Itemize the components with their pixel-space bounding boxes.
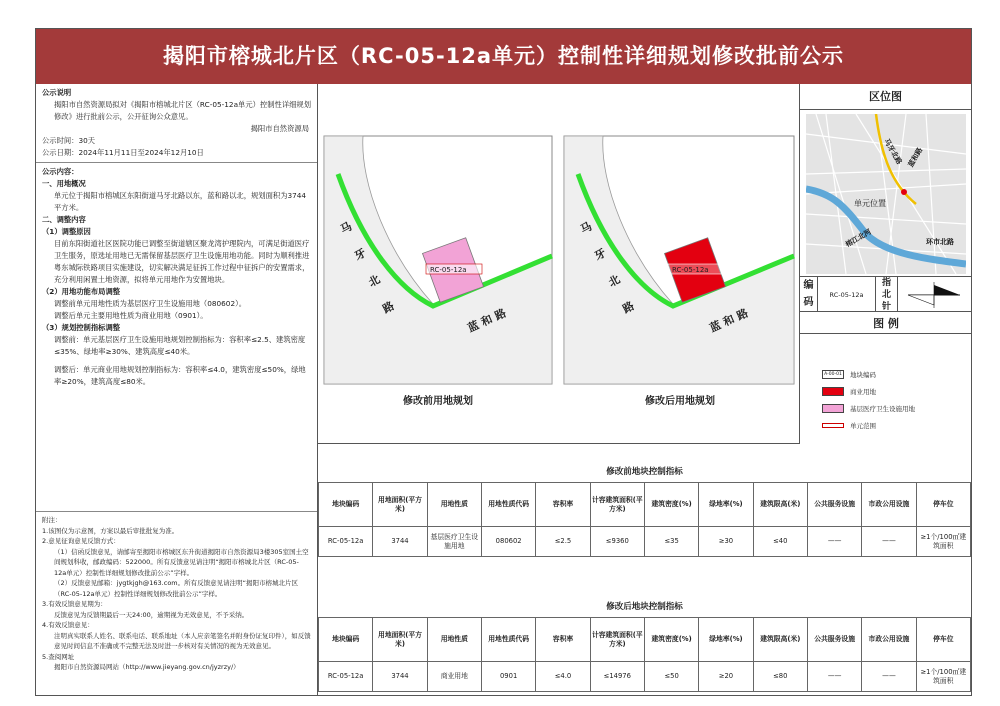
- section-2-2: （2）用地功能布局调整: [42, 287, 121, 296]
- col-header: 公共服务设施: [807, 483, 861, 527]
- table-cell: ≤4.0: [536, 662, 590, 692]
- col-header: 停车位: [916, 483, 970, 527]
- col-header: 用地面积(平方米): [373, 618, 427, 662]
- note-3-a: 反馈意见为反馈期最后一天24:00，逾期视为无效意见，不予采纳。: [54, 610, 249, 619]
- table-cell: ≥1个/100㎡建筑面积: [916, 662, 970, 692]
- col-header: 地块编码: [319, 618, 373, 662]
- before-table-title: 修改前地块控制指标: [606, 467, 683, 477]
- table-cell: ≤40: [753, 527, 807, 557]
- legend-swatch: [822, 404, 844, 413]
- table-cell: ≤50: [644, 662, 698, 692]
- col-header: 计容建筑面积(平方米): [590, 483, 644, 527]
- location-map-svg: [806, 114, 966, 274]
- table-header-row: [319, 618, 971, 662]
- table-header-row: [319, 483, 971, 527]
- before-map: [324, 136, 552, 407]
- table-cell: 080602: [481, 527, 535, 557]
- table-cell: 3744: [373, 662, 427, 692]
- note-4: 4.有效反馈意见：: [42, 621, 94, 629]
- location-heading: 区位图: [800, 84, 971, 110]
- legend-code-sample: A-00-01: [822, 370, 844, 379]
- control-index-tables: [318, 444, 971, 695]
- loc-label: 单元位置: [854, 199, 886, 208]
- section-2-1-body: 目前东阳街道社区医院功能已调整至街道辖区聚龙湾护理院内，可满足街道医疗卫生服务，原选址用地已无需保留基层医疗卫生设施用地功能。同时为顺利推进粤东城际铁路项目实施建设，切实解决满足征拆工作过程中征拆户的安置需求，充分利用闲置土地资源，拟将单元用地作为安置地块。: [54, 239, 310, 284]
- table-cell: 0901: [481, 662, 535, 692]
- col-header: 绿地率(%): [699, 618, 753, 662]
- after-road-south: 蓝 和 路: [707, 306, 751, 335]
- after-parcel-code: RC-05-12a: [672, 266, 709, 274]
- table-cell: ——: [862, 662, 916, 692]
- table-row: [319, 527, 971, 557]
- table-cell: ≤9360: [590, 527, 644, 557]
- col-header: 计容建筑面积(平方米): [590, 618, 644, 662]
- table-cell: ≤80: [753, 662, 807, 692]
- unit-location-marker: [901, 189, 907, 195]
- table-cell: 基层医疗卫生设施用地: [427, 527, 481, 557]
- col-header: 用地面积(平方米): [373, 483, 427, 527]
- note-2-a: （1）信函反馈意见，请邮寄至揭阳市榕城区东升街道揭阳市自然资源局3楼305室国土空间规划科收，邮政编码：522000。所有反馈意见请注明“揭阳市榕城北片区（RC-05-12a单元）控制性详细规划修改批前公示”字样。: [54, 547, 309, 577]
- legend-label: 基层医疗卫生设施用地: [850, 405, 915, 413]
- section-2-2-b: 调整后单元主要用地性质为商业用地（0901）。: [54, 311, 208, 320]
- col-header: 公共服务设施: [807, 618, 861, 662]
- code-value: RC-05-12a: [818, 277, 876, 311]
- location-map: [806, 114, 966, 274]
- after-road-west: 马牙北路: [578, 219, 637, 316]
- note-5-a: 揭阳市自然资源局网站（http://www.jieyang.gov.cn/jyzrzy/）: [54, 663, 240, 671]
- col-header: 用地性质代码: [481, 618, 535, 662]
- col-header: 地块编码: [319, 483, 373, 527]
- col-header: 容积率: [536, 483, 590, 527]
- table-cell: RC-05-12a: [319, 662, 373, 692]
- loc-river: 榕江北河: [844, 227, 873, 249]
- table-cell: 商业用地: [427, 662, 481, 692]
- table-cell: ≥30: [699, 527, 753, 557]
- col-header: 绿地率(%): [699, 483, 753, 527]
- note-3: 3.有效反馈意见期为：: [42, 600, 107, 608]
- before-parcel-code: RC-05-12a: [430, 266, 467, 274]
- legend-label: 地块编码: [850, 371, 876, 379]
- table-cell: RC-05-12a: [319, 527, 373, 557]
- note-2-b: （2）反馈意见邮箱：jygtkjgh@163.com。所有反馈意见请注明“揭阳市榕城北片区（RC-05-12a单元）控制性详细规划修改批前公示”字样。: [54, 579, 299, 598]
- section-1-body: 单元位于揭阳市榕城区东阳街道马牙北路以东，蓝和路以北，规划面积为3744平方米。: [54, 191, 307, 212]
- table-cell: ——: [807, 527, 861, 557]
- land-use-maps-svg: [318, 84, 799, 444]
- legend-heading: 图 例: [800, 314, 972, 334]
- before-road-south: 蓝 和 路: [465, 306, 509, 335]
- table-row: [319, 662, 971, 692]
- note-2: 2.意见征询意见反馈方式：: [42, 537, 120, 545]
- section-2-1: （1）调整原因: [42, 227, 91, 236]
- before-table: [318, 482, 971, 557]
- legend-list: [822, 366, 962, 434]
- table-cell: ≥20: [699, 662, 753, 692]
- note-5: 5.查阅网址: [42, 652, 75, 661]
- after-map: [564, 136, 794, 407]
- col-header: 容积率: [536, 618, 590, 662]
- col-header: 市政公用设施: [862, 483, 916, 527]
- notice-duration: 公示时间：30天: [42, 136, 96, 145]
- table-cell: ≤2.5: [536, 527, 590, 557]
- col-header: 用地性质: [427, 618, 481, 662]
- col-header: 建筑限高(米): [753, 483, 807, 527]
- legend-label: 商业用地: [850, 388, 876, 396]
- after-table: [318, 617, 971, 692]
- legend-item-medical: [822, 400, 962, 417]
- section-2-2-a: 调整前单元用地性质为基层医疗卫生设施用地（080602）。: [54, 299, 247, 308]
- section-2-3-a: 调整前：单元基层医疗卫生设施用地规划控制指标为：容积率≤2.5、建筑密度≤35%、绿地率≥30%、建筑高度≤40米。: [54, 335, 306, 356]
- legend-swatch: [822, 423, 844, 428]
- loc-road2: 蓝和路: [906, 146, 925, 169]
- section-2-3: （3）规划控制指标调整: [42, 323, 121, 332]
- section-2: 二、调整内容: [42, 215, 86, 224]
- content-heading: 公示内容：: [42, 167, 79, 176]
- after-map-label: 修改后用地规划: [645, 396, 715, 407]
- legend-item-code: [822, 366, 962, 383]
- table-cell: ≤14976: [590, 662, 644, 692]
- loc-road1: 马牙北路: [882, 137, 904, 166]
- side-panel: [799, 84, 971, 444]
- section-1: 一、用地概况: [42, 179, 86, 188]
- code-north-row: [800, 276, 972, 312]
- north-arrow-icon: [898, 277, 970, 313]
- notice-dates: 公示日期：2024年11月11日至2024年12月10日: [42, 148, 204, 157]
- notes-heading: 附注：: [42, 516, 62, 524]
- legend-label: 单元范围: [850, 422, 876, 430]
- notice-body: 揭阳市自然资源局拟对《揭阳市榕城北片区（RC-05-12a单元）控制性详细规划修改》进行批前公示，公开征询公众意见。: [54, 100, 312, 121]
- north-label: 指 北 针: [876, 277, 898, 311]
- table-cell: 3744: [373, 527, 427, 557]
- col-header: 建筑限高(米): [753, 618, 807, 662]
- col-header: 用地性质代码: [481, 483, 535, 527]
- col-header: 建筑密度(%): [644, 483, 698, 527]
- col-header: 建筑密度(%): [644, 618, 698, 662]
- after-table-title: 修改后地块控制指标: [606, 602, 683, 612]
- north-arrow: [898, 277, 972, 311]
- legend-item-boundary: [822, 417, 962, 434]
- table-cell: ——: [807, 662, 861, 692]
- before-road-west: 马牙北路: [338, 219, 397, 316]
- col-header: 用地性质: [427, 483, 481, 527]
- notice-issuer: 揭阳市自然资源局: [250, 124, 309, 133]
- loc-road3: 环市北路: [926, 238, 954, 246]
- note-4-a: 注明真实联系人姓名、联系电话、联系地址（本人应亲笔签名并附身份证复印件），如反馈意见时间信息不准确或不完整无法及时进一步核对有关情况的视为无效意见。: [54, 631, 311, 650]
- legend-swatch: [822, 387, 844, 396]
- col-header: 停车位: [916, 618, 970, 662]
- note-1: 1.该图仅为示意图，方案以最后审批批复为准。: [42, 526, 179, 535]
- col-header: 市政公用设施: [862, 618, 916, 662]
- table-cell: ≤35: [644, 527, 698, 557]
- legend-item-commercial: [822, 383, 962, 400]
- code-label: 编 码: [800, 277, 818, 311]
- notice-heading: 公示说明: [42, 88, 72, 97]
- page-title: 揭阳市榕城北片区（RC-05-12a单元）控制性详细规划修改批前公示: [36, 29, 971, 84]
- notice-panel: [36, 84, 318, 695]
- section-2-3-b: 调整后：单元商业用地规划控制指标为：容积率≤4.0，建筑密度≤50%，绿地率≥20%，建筑高度≤80米。: [54, 365, 306, 386]
- table-cell: ——: [862, 527, 916, 557]
- land-use-maps: [318, 84, 799, 444]
- table-cell: ≥1个/100㎡建筑面积: [916, 527, 970, 557]
- before-map-label: 修改前用地规划: [403, 396, 473, 407]
